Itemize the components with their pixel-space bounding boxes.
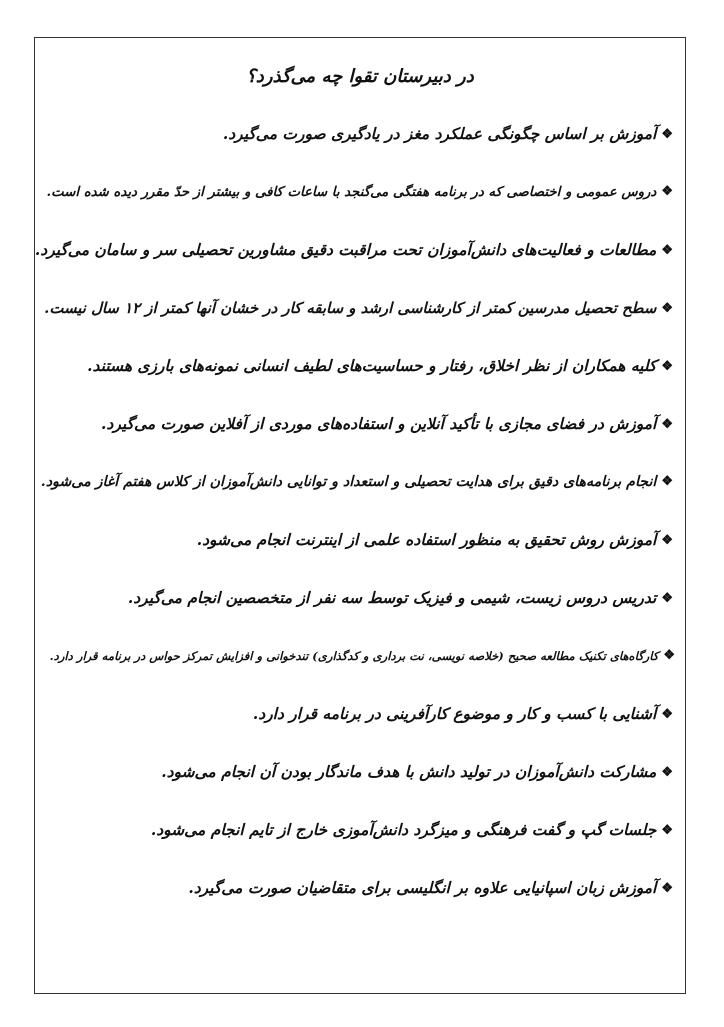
diamond-bullet-icon: ❖ — [661, 184, 673, 199]
diamond-bullet-icon: ❖ — [661, 823, 673, 838]
list-item — [35, 520, 685, 578]
list-item-text: آشنایی با کسب و کار و موضوع کارآفرینی در برنامه قرار دارد. — [252, 704, 657, 723]
list-item — [35, 462, 685, 520]
diamond-bullet-icon: ❖ — [661, 591, 673, 606]
list-item — [35, 636, 685, 694]
diamond-bullet-icon: ❖ — [661, 533, 673, 548]
list-item — [35, 868, 685, 926]
list-item-text: آموزش در فضای مجازی با تأکید آنلاین و استفاده‌های موردی از آفلاین صورت می‌گیرد. — [101, 414, 657, 433]
diamond-bullet-icon: ❖ — [661, 765, 673, 780]
list-item-text: مشارکت دانش‌آموزان در تولید دانش با هدف ماندگار بودن آن انجام می‌شود. — [161, 762, 657, 781]
list-item — [35, 694, 685, 752]
diamond-bullet-icon: ❖ — [661, 301, 673, 316]
diamond-bullet-icon: ❖ — [661, 881, 673, 896]
list-item-text: آموزش بر اساس چگونگی عملکرد مغز در یادگیری صورت می‌گیرد. — [222, 124, 657, 143]
diamond-bullet-icon: ❖ — [661, 243, 673, 258]
list-item-text: آموزش روش تحقیق به منظور استفاده علمی از اینترنت انجام می‌شود. — [196, 530, 657, 549]
list-item-text: مطالعات و فعالیت‌های دانش‌آموزان تحت مراقبت دقیق مشاورین تحصیلی سر و سامان می‌گیرد. — [34, 240, 657, 259]
diamond-bullet-icon: ❖ — [661, 359, 673, 374]
list-item — [35, 752, 685, 810]
page-border-frame — [34, 37, 686, 994]
list-item — [35, 288, 685, 346]
list-item — [35, 404, 685, 462]
list-item-text: آموزش زبان اسپانیایی علاوه بر انگلیسی برای متقاضیان صورت می‌گیرد. — [188, 878, 657, 897]
list-item — [35, 172, 685, 230]
diamond-bullet-icon: ❖ — [661, 474, 673, 489]
diamond-bullet-icon: ❖ — [661, 127, 673, 142]
list-item-text: سطح تحصیل مدرسین کمتر از کارشناسی ارشد و سابقه کار در خشان آنها کمتر از ۱۲ سال نیست. — [44, 299, 657, 317]
list-item — [35, 114, 685, 172]
list-item-text: انجام برنامه‌های دقیق برای هدایت تحصیلی و استعداد و توانایی دانش‌آموزان از کلاس هفتم آغاز می‌شود. — [40, 474, 657, 490]
diamond-bullet-icon: ❖ — [663, 648, 675, 663]
list-item-text: کارگاه‌های تکنیک مطالعه صحیح (خلاصه نویسی، نت برداری و کدگذاری) تندخوانی و افزایش تمرکز حواس در برنامه قرار دارد. — [49, 649, 659, 663]
list-item — [35, 578, 685, 636]
page-title: در دبیرستان تقوا چه می‌گذرد؟ — [246, 66, 474, 87]
list-item — [35, 810, 685, 868]
diamond-bullet-icon: ❖ — [661, 417, 673, 432]
diamond-bullet-icon: ❖ — [661, 707, 673, 722]
list-item-text: کلیه همکاران از نظر اخلاق، رفتار و حساسیت‌های لطیف انسانی نمونه‌های بارزی هستند. — [87, 356, 657, 375]
list-item — [35, 230, 685, 288]
list-item-text: جلسات گپ و گفت فرهنگی و میزگرد دانش‌آموزی خارج از تایم انجام می‌شود. — [150, 820, 657, 839]
list-item — [35, 346, 685, 404]
list-item-text: تدریس دروس زیست، شیمی و فیزیک توسط سه نفر از متخصصین انجام می‌گیرد. — [127, 588, 657, 607]
feature-list — [35, 114, 685, 926]
list-item-text: دروس عمومی و اختصاصی که در برنامه هفتگی می‌گنجد با ساعات کافی و بیشتر از حدّ مقرر دیده شده است. — [46, 185, 657, 200]
